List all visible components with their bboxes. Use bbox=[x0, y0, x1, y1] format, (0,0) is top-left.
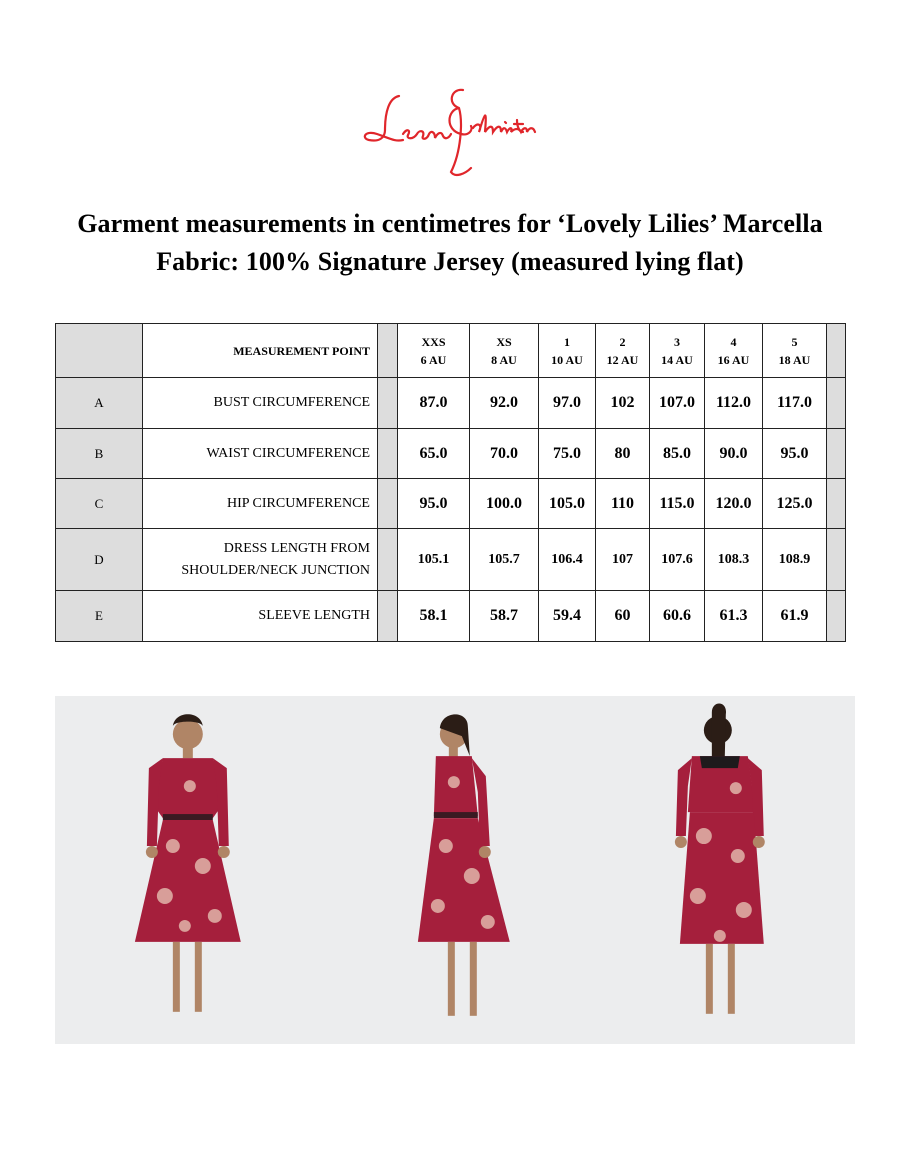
value-cell: 108.3 bbox=[705, 529, 763, 591]
value-cell: 97.0 bbox=[539, 378, 596, 429]
value-cell: 107.0 bbox=[650, 378, 705, 429]
photo-front-view bbox=[55, 696, 322, 1044]
title-block bbox=[0, 205, 900, 281]
value-cell: 92.0 bbox=[470, 378, 539, 429]
value-cell: 70.0 bbox=[470, 429, 539, 479]
value-cell: 115.0 bbox=[650, 479, 705, 529]
size-header: 4 16 AU bbox=[705, 324, 763, 378]
value-cell: 75.0 bbox=[539, 429, 596, 479]
size-header: 2 12 AU bbox=[596, 324, 650, 378]
value-cell: 105.1 bbox=[398, 529, 470, 591]
value-cell: 61.9 bbox=[763, 591, 827, 642]
value-cell: 105.0 bbox=[539, 479, 596, 529]
row-code: B bbox=[56, 429, 143, 479]
value-cell: 65.0 bbox=[398, 429, 470, 479]
value-cell: 125.0 bbox=[763, 479, 827, 529]
size-header: 1 10 AU bbox=[539, 324, 596, 378]
value-cell: 58.1 bbox=[398, 591, 470, 642]
spacer-cell bbox=[827, 324, 846, 378]
page-subtitle: Fabric: 100% Signature Jersey (measured lying flat) bbox=[156, 247, 744, 276]
value-cell: 80 bbox=[596, 429, 650, 479]
value-cell: 95.0 bbox=[763, 429, 827, 479]
spacer-cell bbox=[827, 591, 846, 642]
value-cell: 108.9 bbox=[763, 529, 827, 591]
table-row bbox=[56, 378, 846, 429]
model-side-illustration bbox=[322, 696, 589, 1044]
value-cell: 110 bbox=[596, 479, 650, 529]
row-label: SLEEVE LENGTH bbox=[143, 591, 378, 642]
value-cell: 117.0 bbox=[763, 378, 827, 429]
value-cell: 59.4 bbox=[539, 591, 596, 642]
value-cell: 61.3 bbox=[705, 591, 763, 642]
row-code: E bbox=[56, 591, 143, 642]
brand-logo bbox=[355, 82, 545, 182]
table-header-row bbox=[56, 324, 846, 378]
value-cell: 60 bbox=[596, 591, 650, 642]
size-header: XXS 6 AU bbox=[398, 324, 470, 378]
spacer-cell bbox=[827, 378, 846, 429]
row-label: HIP CIRCUMFERENCE bbox=[143, 479, 378, 529]
value-cell: 102 bbox=[596, 378, 650, 429]
row-code: A bbox=[56, 378, 143, 429]
spacer-cell bbox=[378, 429, 398, 479]
spacer-cell bbox=[378, 591, 398, 642]
spacer-cell bbox=[827, 529, 846, 591]
table-row bbox=[56, 529, 846, 591]
row-code: C bbox=[56, 479, 143, 529]
row-code: D bbox=[56, 529, 143, 591]
model-front-illustration bbox=[55, 696, 322, 1044]
value-cell: 107.6 bbox=[650, 529, 705, 591]
size-header: 3 14 AU bbox=[650, 324, 705, 378]
header-corner-cell bbox=[56, 324, 143, 378]
table-row bbox=[56, 429, 846, 479]
brand-logo-signature bbox=[355, 82, 545, 182]
value-cell: 95.0 bbox=[398, 479, 470, 529]
table-row bbox=[56, 591, 846, 642]
value-cell: 90.0 bbox=[705, 429, 763, 479]
page-title: Garment measurements in centimetres for ‘Lovely Lilies’ Marcella bbox=[77, 209, 823, 238]
row-label: DRESS LENGTH FROM SHOULDER/NECK JUNCTION bbox=[143, 529, 378, 591]
value-cell: 106.4 bbox=[539, 529, 596, 591]
product-photos bbox=[55, 696, 855, 1044]
value-cell: 100.0 bbox=[470, 479, 539, 529]
spacer-cell bbox=[378, 378, 398, 429]
row-label: WAIST CIRCUMFERENCE bbox=[143, 429, 378, 479]
spacer-cell bbox=[378, 324, 398, 378]
spacer-cell bbox=[827, 479, 846, 529]
photo-back-view bbox=[588, 696, 855, 1044]
value-cell: 112.0 bbox=[705, 378, 763, 429]
table-row bbox=[56, 479, 846, 529]
value-cell: 87.0 bbox=[398, 378, 470, 429]
photo-side-view bbox=[322, 696, 589, 1044]
measurement-point-header: MEASUREMENT POINT bbox=[143, 324, 378, 378]
spacer-cell bbox=[378, 479, 398, 529]
model-back-illustration bbox=[588, 696, 855, 1044]
value-cell: 120.0 bbox=[705, 479, 763, 529]
value-cell: 105.7 bbox=[470, 529, 539, 591]
spacer-cell bbox=[827, 429, 846, 479]
size-header: 5 18 AU bbox=[763, 324, 827, 378]
value-cell: 58.7 bbox=[470, 591, 539, 642]
value-cell: 85.0 bbox=[650, 429, 705, 479]
row-label: BUST CIRCUMFERENCE bbox=[143, 378, 378, 429]
size-header: XS 8 AU bbox=[470, 324, 539, 378]
value-cell: 60.6 bbox=[650, 591, 705, 642]
size-chart-table bbox=[55, 323, 846, 642]
spacer-cell bbox=[378, 529, 398, 591]
value-cell: 107 bbox=[596, 529, 650, 591]
